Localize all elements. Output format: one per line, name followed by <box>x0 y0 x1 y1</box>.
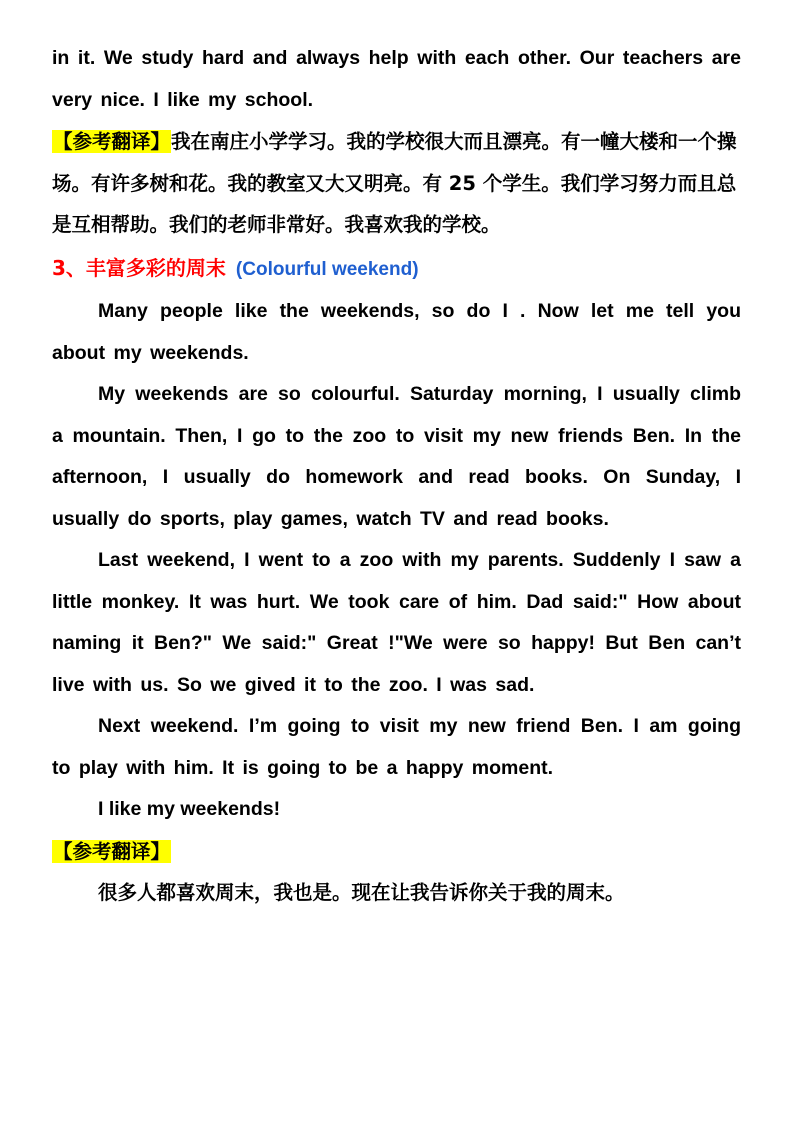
translation-label-2: 【参考翻译】 <box>53 839 171 863</box>
weekend-paragraph-4: Next weekend. I’m going to visit my new friend Ben. I am going to play with him. It is going to be a happy moment. <box>52 715 741 779</box>
section-heading-english: (Colourful weekend) <box>235 258 419 280</box>
translation-label-1: 【参考翻译】 <box>53 130 171 153</box>
weekend-paragraph-1: Many people like the weekends, so do I . Now let me tell you about my weekends. <box>52 300 741 364</box>
translation-text-1: 我在南庄小学学习。我的学校很大而且漂亮。有一幢大楼和一个操场。有许多树和花。我的教室又大又明亮。有 25 个学生。我们学习努力而且总是互相帮助。我们的老师非常好。我喜欢我的学校。 <box>52 130 737 236</box>
paragraph-school-translation <box>52 121 741 246</box>
weekend-paragraph-5: I like my weekends! <box>98 798 281 820</box>
weekend-translation-text: 很多人都喜欢周末，我也是。现在让我告诉你关于我的周末。 <box>98 881 625 904</box>
weekend-paragraph-2: My weekends are so colourful. Saturday morning, I usually climb a mountain. Then, I go to the zoo to visit my new friends Ben. In the afternoon, I usually do homework and read books. On Sunday, I usually do sports, play games, watch TV and read books. <box>52 383 741 530</box>
paragraph-school-english-tail: in it. We study hard and always help with each other. Our teachers are very nice. I like my school. <box>52 47 741 111</box>
section-heading-number: 3、丰富多彩的周末 <box>52 255 226 280</box>
weekend-translation-label-row <box>52 831 741 873</box>
section-heading <box>52 248 741 292</box>
weekend-paragraph-3: Last weekend, I went to a zoo with my parents. Suddenly I saw a little monkey. It was hurt. We took care of him. Dad said:" How about naming it Ben?" We said:" Great !"We were so happy! But Ben can’t live with us. So we gived it to the zoo. I was sad. <box>52 549 741 696</box>
